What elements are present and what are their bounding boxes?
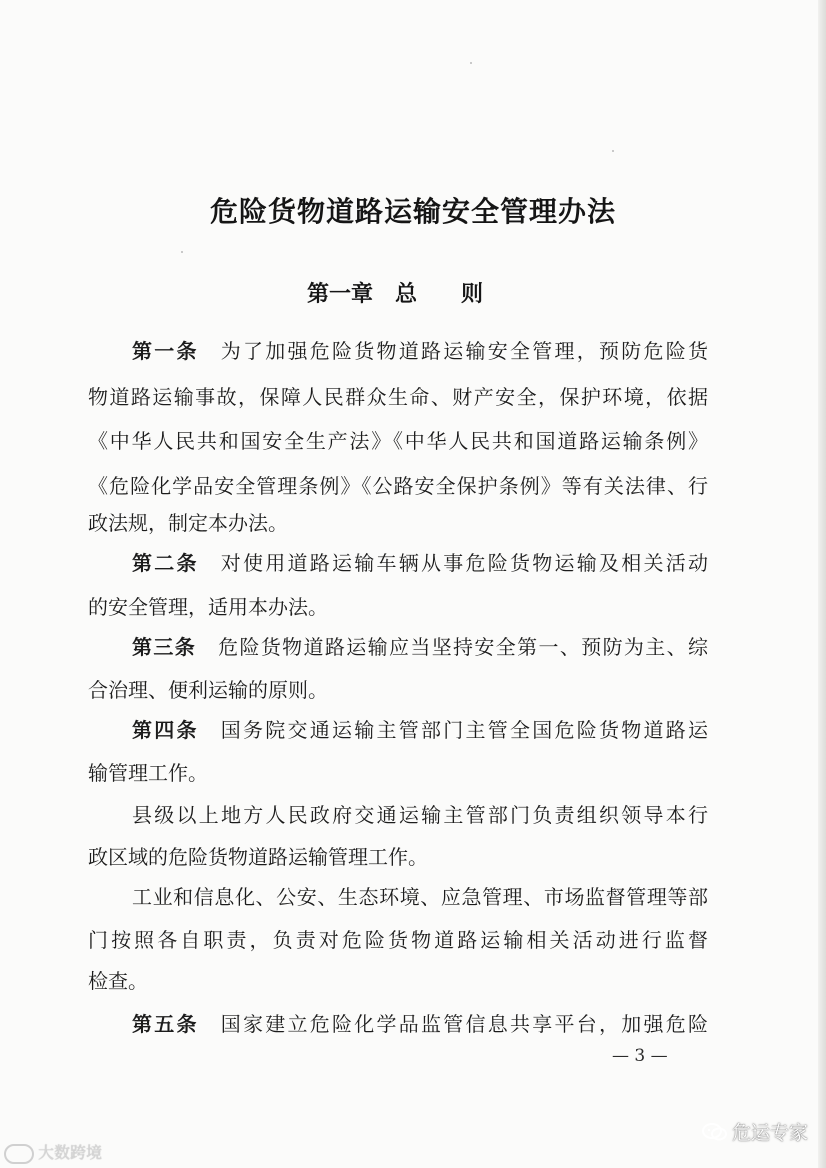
scan-speck (470, 62, 472, 64)
text-line (132, 715, 708, 745)
article-label: 第二条 (132, 551, 199, 575)
text-line: 检查。 (88, 969, 148, 993)
text-line (132, 632, 708, 662)
text-line: 物道路运输事故，保障人民群众生命、财产安全，保护环境，依据 (88, 385, 708, 409)
line-text: 国家建立危险化学品监管信息共享平台，加强危险 (220, 1012, 708, 1036)
text-line: 门按照各自职责，负责对危险货物道路运输相关活动进行监督 (88, 928, 708, 952)
line-text: 危险货物道路运输应当坚持安全第一、预防为主、综 (218, 635, 708, 659)
article-label: 第三条 (132, 635, 197, 659)
watermark-right (702, 1118, 808, 1145)
watermark-logo-icon (4, 1144, 34, 1164)
text-line: 工业和信息化、公安、生态环境、应急管理、市场监督管理等部 (132, 885, 708, 909)
scan-speck (181, 251, 183, 253)
text-line: 《危险化学品安全管理条例》《公路安全保护条例》等有关法律、行 (88, 474, 708, 498)
line-text: 国务院交通运输主管部门主管全国危险货物道路运 (220, 718, 708, 742)
article-label: 第四条 (132, 718, 199, 742)
text-line: 县级以上地方人民政府交通运输主管部门负责组织领导本行 (132, 803, 708, 827)
text-line: 的安全管理，适用本办法。 (88, 595, 328, 619)
text-line: 政区域的危险货物道路运输管理工作。 (88, 845, 428, 869)
article-label: 第一条 (132, 339, 199, 363)
watermark-right-text: 危运专家 (731, 1122, 808, 1144)
text-line (132, 548, 708, 578)
watermark-left-text: 大数跨境 (38, 1143, 103, 1162)
article-label: 第五条 (132, 1012, 199, 1036)
wechat-icon (702, 1122, 728, 1142)
document-title: 危险货物道路运输安全管理办法 (209, 195, 616, 228)
line-text: 对使用道路运输车辆从事危险货物运输及相关活动 (220, 551, 708, 575)
scan-speck (612, 150, 614, 152)
chapter-heading: 第一章 总 则 (306, 281, 483, 307)
text-line: 政法规，制定本办法。 (88, 511, 288, 535)
text-line: 合治理、便利运输的原则。 (88, 678, 328, 702)
text-line: 输管理工作。 (88, 761, 208, 785)
line-text: 为了加强危险货物道路运输安全管理，预防危险货 (220, 339, 708, 363)
text-line (132, 1009, 708, 1039)
watermark-left (4, 1140, 102, 1164)
text-line (132, 336, 708, 366)
text-line: 《中华人民共和国安全生产法》《中华人民共和国道路运输条例》 (88, 429, 708, 453)
page-edge-shadow (818, 0, 826, 1168)
page-number: — 3 — (612, 1046, 668, 1066)
